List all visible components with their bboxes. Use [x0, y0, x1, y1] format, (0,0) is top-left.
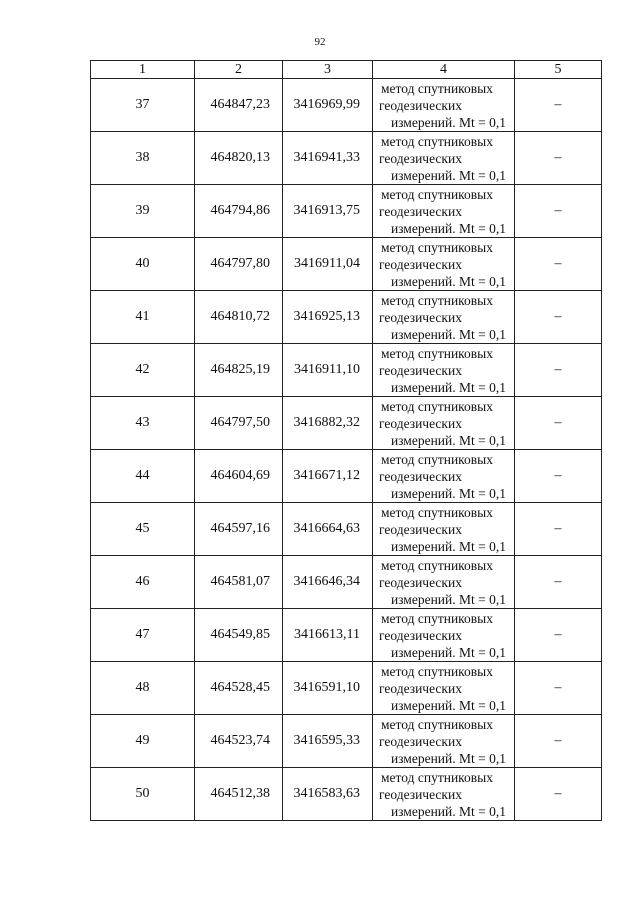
method-line: геодезических [379, 362, 462, 378]
method-line: измерений. Mt = 0,1 [390, 379, 506, 395]
method-line: измерений. Mt = 0,1 [390, 220, 506, 236]
method-cell [373, 238, 515, 291]
table-body [91, 79, 602, 821]
table-row [91, 132, 602, 185]
header-col-3: 3 [283, 61, 373, 79]
x-coordinate-cell: 464604,69 [195, 450, 283, 503]
method-cell [373, 503, 515, 556]
point-number-cell: 42 [91, 344, 195, 397]
method-cell [373, 132, 515, 185]
point-number-cell: 39 [91, 185, 195, 238]
y-coordinate-cell: 3416646,34 [283, 556, 373, 609]
page-number: 92 [314, 36, 326, 48]
table-header-row [91, 61, 602, 79]
x-coordinate-cell: 464797,50 [195, 397, 283, 450]
method-line: измерений. Mt = 0,1 [390, 326, 506, 342]
y-coordinate-cell: 3416613,11 [283, 609, 373, 662]
y-coordinate-cell: 3416595,33 [283, 715, 373, 768]
y-coordinate-cell: 3416925,13 [283, 291, 373, 344]
note-cell: – [515, 768, 602, 821]
point-number-cell: 50 [91, 768, 195, 821]
method-cell [373, 450, 515, 503]
y-coordinate-cell: 3416882,32 [283, 397, 373, 450]
point-number-cell: 45 [91, 503, 195, 556]
table-row [91, 609, 602, 662]
note-cell: – [515, 397, 602, 450]
method-line: геодезических [379, 468, 462, 484]
y-coordinate-cell: 3416913,75 [283, 185, 373, 238]
method-line: измерений. Mt = 0,1 [390, 114, 506, 130]
method-line: измерений. Mt = 0,1 [390, 644, 506, 660]
method-cell [373, 291, 515, 344]
method-line: метод спутниковых [381, 610, 493, 626]
method-line: геодезических [379, 680, 462, 696]
table-row [91, 344, 602, 397]
method-line: метод спутниковых [381, 504, 493, 520]
point-number-cell: 44 [91, 450, 195, 503]
note-cell: – [515, 185, 602, 238]
method-line: измерений. Mt = 0,1 [390, 432, 506, 448]
y-coordinate-cell: 3416969,99 [283, 79, 373, 132]
method-line: геодезических [379, 150, 462, 166]
note-cell: – [515, 556, 602, 609]
x-coordinate-cell: 464847,23 [195, 79, 283, 132]
method-line: метод спутниковых [381, 345, 493, 361]
y-coordinate-cell: 3416583,63 [283, 768, 373, 821]
point-number-cell: 49 [91, 715, 195, 768]
point-number-cell: 48 [91, 662, 195, 715]
header-col-1: 1 [91, 61, 195, 79]
header-col-4: 4 [373, 61, 515, 79]
method-line: геодезических [379, 627, 462, 643]
method-line: измерений. Mt = 0,1 [390, 750, 506, 766]
method-line: измерений. Mt = 0,1 [390, 591, 506, 607]
method-line: геодезических [379, 309, 462, 325]
note-cell: – [515, 503, 602, 556]
note-cell: – [515, 450, 602, 503]
point-number-cell: 46 [91, 556, 195, 609]
method-line: геодезических [379, 521, 462, 537]
method-line: измерений. Mt = 0,1 [390, 485, 506, 501]
y-coordinate-cell: 3416941,33 [283, 132, 373, 185]
method-line: метод спутниковых [381, 292, 493, 308]
table-row [91, 238, 602, 291]
method-cell [373, 662, 515, 715]
table-row [91, 450, 602, 503]
method-line: метод спутниковых [381, 663, 493, 679]
note-cell: – [515, 715, 602, 768]
method-line: геодезических [379, 574, 462, 590]
y-coordinate-cell: 3416591,10 [283, 662, 373, 715]
method-line: измерений. Mt = 0,1 [390, 697, 506, 713]
method-cell [373, 79, 515, 132]
method-line: метод спутниковых [381, 557, 493, 573]
table-row [91, 503, 602, 556]
method-cell [373, 715, 515, 768]
x-coordinate-cell: 464549,85 [195, 609, 283, 662]
header-col-5: 5 [515, 61, 602, 79]
note-cell: – [515, 79, 602, 132]
method-line: геодезических [379, 256, 462, 272]
method-line: геодезических [379, 786, 462, 802]
method-line: метод спутниковых [381, 239, 493, 255]
method-line: измерений. Mt = 0,1 [390, 803, 506, 819]
x-coordinate-cell: 464794,86 [195, 185, 283, 238]
method-line: метод спутниковых [381, 80, 493, 96]
method-cell [373, 556, 515, 609]
method-line: измерений. Mt = 0,1 [390, 273, 506, 289]
method-line: геодезических [379, 733, 462, 749]
table-row [91, 715, 602, 768]
y-coordinate-cell: 3416911,04 [283, 238, 373, 291]
note-cell: – [515, 132, 602, 185]
point-number-cell: 43 [91, 397, 195, 450]
method-cell [373, 185, 515, 238]
method-cell [373, 344, 515, 397]
method-line: метод спутниковых [381, 186, 493, 202]
table-row [91, 397, 602, 450]
table-row [91, 662, 602, 715]
method-cell [373, 768, 515, 821]
method-line: геодезических [379, 203, 462, 219]
header-col-2: 2 [195, 61, 283, 79]
x-coordinate-cell: 464810,72 [195, 291, 283, 344]
method-cell [373, 397, 515, 450]
point-number-cell: 37 [91, 79, 195, 132]
note-cell: – [515, 662, 602, 715]
note-cell: – [515, 238, 602, 291]
coordinates-table [90, 60, 602, 821]
x-coordinate-cell: 464597,16 [195, 503, 283, 556]
method-line: метод спутниковых [381, 133, 493, 149]
method-line: геодезических [379, 415, 462, 431]
method-line: измерений. Mt = 0,1 [390, 538, 506, 554]
method-line: метод спутниковых [381, 716, 493, 732]
table-row [91, 79, 602, 132]
x-coordinate-cell: 464528,45 [195, 662, 283, 715]
x-coordinate-cell: 464820,13 [195, 132, 283, 185]
x-coordinate-cell: 464797,80 [195, 238, 283, 291]
x-coordinate-cell: 464581,07 [195, 556, 283, 609]
method-line: геодезических [379, 97, 462, 113]
x-coordinate-cell: 464512,38 [195, 768, 283, 821]
table-row [91, 556, 602, 609]
x-coordinate-cell: 464523,74 [195, 715, 283, 768]
table-row [91, 768, 602, 821]
note-cell: – [515, 609, 602, 662]
method-line: метод спутниковых [381, 769, 493, 785]
method-cell [373, 609, 515, 662]
method-line: метод спутниковых [381, 398, 493, 414]
method-line: измерений. Mt = 0,1 [390, 167, 506, 183]
y-coordinate-cell: 3416664,63 [283, 503, 373, 556]
note-cell: – [515, 344, 602, 397]
x-coordinate-cell: 464825,19 [195, 344, 283, 397]
note-cell: – [515, 291, 602, 344]
table-row [91, 185, 602, 238]
table-row [91, 291, 602, 344]
method-line: метод спутниковых [381, 451, 493, 467]
point-number-cell: 40 [91, 238, 195, 291]
point-number-cell: 47 [91, 609, 195, 662]
point-number-cell: 41 [91, 291, 195, 344]
y-coordinate-cell: 3416671,12 [283, 450, 373, 503]
point-number-cell: 38 [91, 132, 195, 185]
y-coordinate-cell: 3416911,10 [283, 344, 373, 397]
